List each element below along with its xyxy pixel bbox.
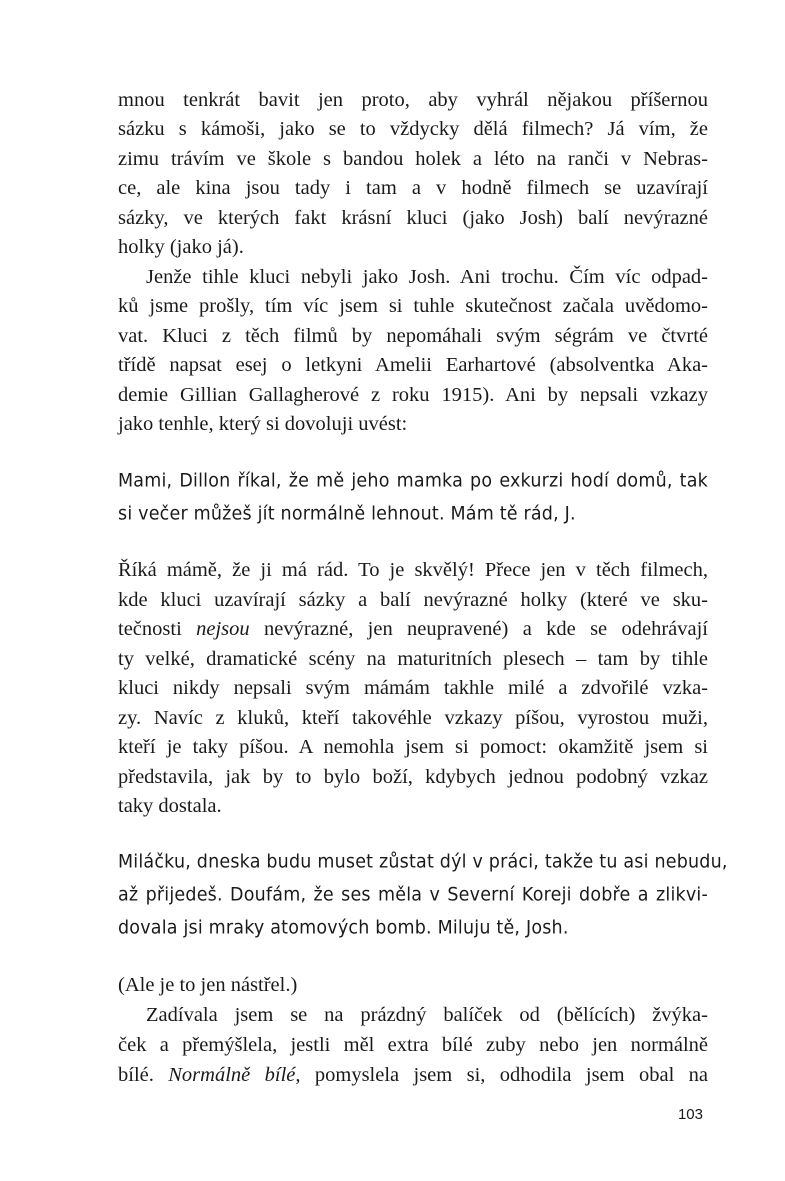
- text: pomyslela jsem si, odhodila jsem obal na: [300, 1064, 708, 1086]
- text-line: mnou tenkrát bavit jen proto, aby vyhrál nějakou příšernou: [118, 89, 708, 111]
- text-line: ček a přemýšlela, jestli měl extra bílé zuby nebo jen normálně: [118, 1034, 708, 1056]
- text-line: Zadívala jsem se na prázdný balíček od (bělících) žvýka-: [146, 1004, 708, 1026]
- text-line: sázku s kámoši, jako se to vždycky dělá filmech? Já vím, že: [118, 118, 708, 140]
- text-line: zy. Navíc z kluků, kteří takovéhle vzkazy píšou, vyrostou muži,: [118, 707, 708, 729]
- handwritten-note-line: Mami, Dillon říkal, že mě jeho mamka po exkurzi hodí domů, tak: [118, 470, 708, 492]
- text-line: (Ale je to jen nástřel.): [118, 974, 298, 996]
- text-line: demie Gillian Gallagherové z roku 1915). Ani by nepsali vzkazy: [118, 384, 708, 406]
- text-line: holky (jako já).: [118, 236, 244, 258]
- handwritten-note-line: dovala jsi mraky atomových bomb. Miluju tě, Josh.: [118, 917, 569, 939]
- text-line: vat. Kluci z těch filmů by nepomáhali svým ségrám ve čtvrté: [118, 325, 708, 347]
- text-line: třídě napsat esej o letkyni Amelii Earhartové (absolventka Aka-: [118, 354, 708, 376]
- text-line: Jenže tihle kluci nebyli jako Josh. Ani trochu. Čím víc odpad-: [146, 266, 708, 288]
- text-line: kde kluci uzavírají sázky a balí nevýrazné holky (které ve sku-: [118, 589, 708, 611]
- handwritten-note-line: až přijedeš. Doufám, že ses měla v Severní Koreji dobře a zlikvi-: [118, 884, 708, 906]
- text-line: zimu trávím ve škole s bandou holek a léto na ranči v Nebras-: [118, 148, 708, 170]
- text: bílé.: [118, 1064, 169, 1086]
- text-line: kteří je taky píšou. A nemohla jsem si pomoct: okamžitě jsem si: [118, 736, 708, 758]
- text-line: kluci nikdy nepsali svým mámám takhle milé a zdvořilé vzka-: [118, 677, 708, 699]
- page-number: 103: [677, 1106, 703, 1123]
- text-line: ty velké, dramatické scény na maturitních plesech – tam by tihle: [118, 648, 708, 670]
- text-line: [118, 614, 708, 644]
- text-line: taky dostala.: [118, 795, 222, 817]
- text-line: [118, 1060, 708, 1090]
- text-line: ce, ale kina jsou tady i tam a v hodně filmech se uzavírají: [118, 177, 708, 199]
- text-line: představila, jak by to bylo boží, kdybych jednou podobný vzkaz: [118, 766, 708, 788]
- text-line: sázky, ve kterých fakt krásní kluci (jako Josh) balí nevýrazné: [118, 207, 708, 229]
- text-line: jako tenhle, který si dovoluji uvést:: [118, 413, 408, 435]
- emphasis: nejsou: [196, 618, 250, 640]
- text-line: ků jsme prošly, tím víc jsem si tuhle skutečnost začala uvědomo-: [118, 295, 708, 317]
- handwritten-note-line: si večer můžeš jít normálně lehnout. Mám tě rád, J.: [118, 503, 576, 525]
- text: tečnosti: [118, 618, 197, 640]
- emphasis: Normálně bílé,: [168, 1064, 301, 1086]
- text-line: Říká mámě, že ji má rád. To je skvělý! Přece jen v těch filmech,: [118, 559, 708, 581]
- text: nevýrazné, jen neupravené) a kde se odehrávají: [249, 618, 708, 640]
- handwritten-note-line: Miláčku, dneska budu muset zůstat dýl v práci, takže tu asi nebudu,: [118, 851, 728, 873]
